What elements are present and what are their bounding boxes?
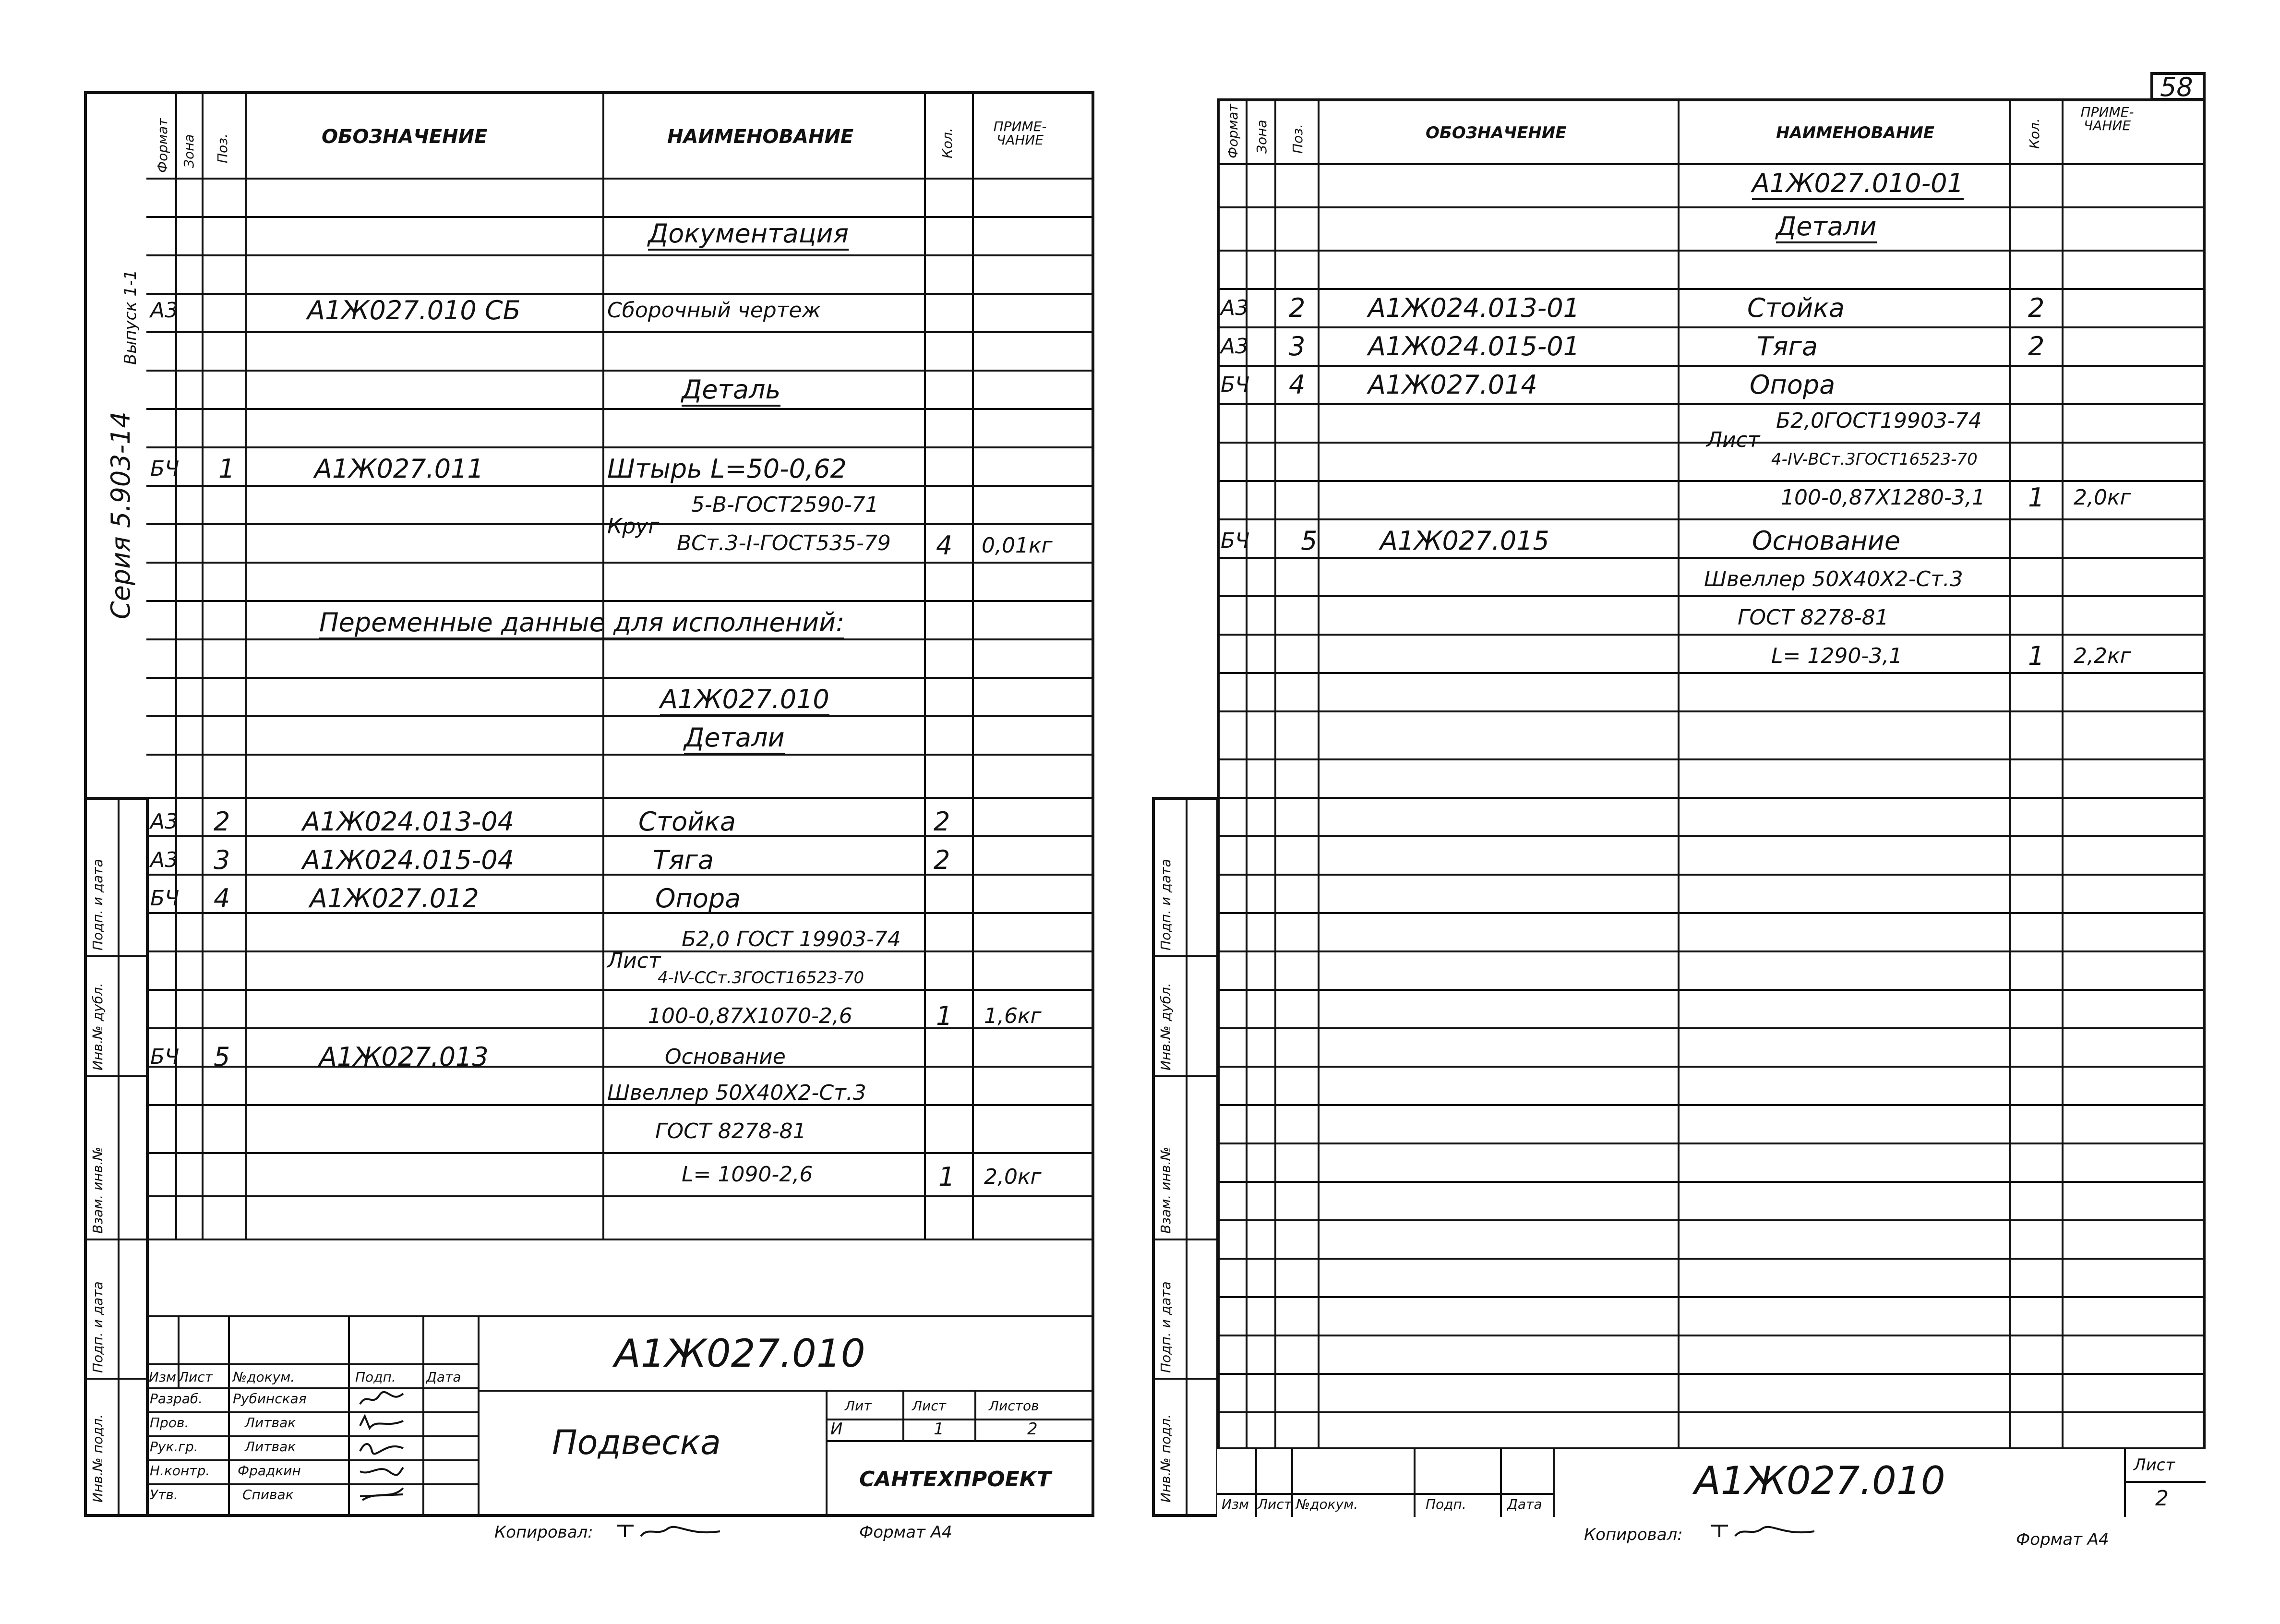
stamp-label: Взам. инв.№ [1158, 1146, 1174, 1234]
list-line1: Б2,0ГОСТ19903-74 [1776, 409, 1982, 433]
product-name: Подвеска [552, 1423, 721, 1462]
row-name: ГОСТ 8278-81 [655, 1119, 806, 1143]
row-name: Основание [665, 1045, 786, 1069]
row-name: Опора [655, 883, 741, 914]
col-data: Дата [426, 1369, 461, 1385]
row-qty: 4 [936, 530, 953, 561]
row-designation: А1Ж027.015 [1380, 526, 1549, 556]
header-qty: Кол. [939, 128, 955, 158]
header-name: НАИМЕНОВАНИЕ [1776, 123, 1935, 143]
header-designation: ОБОЗНАЧЕНИЕ [322, 126, 488, 148]
person: Литвак [245, 1439, 296, 1455]
section-details: Детали [1776, 214, 1877, 243]
row-pos: 3 [1289, 331, 1306, 361]
list-line2: 4-IV-ССт.3ГОСТ16523-70 [658, 968, 864, 987]
header-format: Формат [155, 118, 170, 173]
issue-label: Выпуск 1-1 [121, 269, 140, 365]
row-designation: А1Ж027.010 СБ [307, 295, 521, 325]
list-label: Лист [607, 949, 661, 973]
person: Рубинская [233, 1391, 307, 1407]
lit-header: Лит [845, 1398, 872, 1414]
header-zone: Зона [1254, 120, 1270, 154]
person: Фрадкин [238, 1463, 301, 1479]
row-fmt: БЧ [150, 1045, 180, 1069]
col-izm: Изм [1222, 1496, 1249, 1512]
row-name: Штырь L=50-0,62 [607, 454, 847, 484]
header-pos: Поз. [215, 133, 230, 163]
row-name: Швеллер 50Х40Х2-Ст.3 [607, 1081, 866, 1105]
row-fmt: А3 [1221, 334, 1249, 359]
section-variant: А1Ж027.010-01 [1752, 170, 1964, 200]
row-designation: А1Ж027.012 [310, 883, 479, 914]
row-name: Стойка [638, 806, 736, 837]
series-label: Серия 5.903-14 [106, 411, 136, 619]
role: Рук.гр. [150, 1439, 198, 1455]
lists-value: 2 [1027, 1419, 1038, 1439]
header-format: Формат [1225, 104, 1241, 158]
role: Н.контр. [150, 1463, 210, 1479]
col-izm: Изм [149, 1369, 176, 1385]
row-pos: 2 [1289, 293, 1306, 323]
row-pos: 4 [214, 883, 230, 914]
copied-label: Копировал: [494, 1523, 593, 1542]
role: Пров. [150, 1415, 189, 1431]
person: Литвак [245, 1415, 296, 1431]
right-frame [1217, 98, 2206, 1517]
col-ndoc: №докум. [1296, 1496, 1358, 1512]
doc-code: А1Ж027.010 [614, 1331, 865, 1376]
row-designation: А1Ж027.014 [1368, 370, 1537, 400]
row-pos: 5 [214, 1042, 230, 1072]
row-qty: 1 [936, 1001, 953, 1031]
signature-image [358, 1414, 406, 1431]
row-name: 100-0,87Х1070-2,6 [648, 1004, 852, 1028]
row-qty: 1 [2028, 641, 2045, 671]
row-pos: 2 [214, 806, 230, 837]
left-frame [84, 91, 1094, 1517]
row-name: L= 1290-3,1 [1771, 644, 1903, 668]
list-line1: Б2,0 ГОСТ 19903-74 [682, 927, 901, 951]
col-podp: Подп. [1426, 1496, 1466, 1512]
role: Разраб. [150, 1391, 203, 1407]
signature-image [358, 1390, 406, 1407]
person: Спивак [242, 1487, 294, 1503]
row-fmt: БЧ [1221, 373, 1250, 397]
format-label: Формат А4 [2016, 1530, 2109, 1549]
row-designation: А1Ж024.015-04 [302, 845, 514, 875]
row-qty: 2 [2028, 331, 2045, 361]
list-header: Лист [2134, 1456, 2175, 1475]
row-name: Стойка [1747, 293, 1845, 323]
lists-header: Листов [989, 1398, 1039, 1414]
row-pos: 1 [218, 454, 235, 484]
row-name: Тяга [653, 845, 714, 875]
organization: САНТЕХПРОЕКТ [859, 1467, 1051, 1492]
role: Утв. [150, 1487, 178, 1503]
signature-image [358, 1462, 406, 1479]
col-data: Дата [1507, 1496, 1542, 1512]
row-designation: А1Ж027.013 [319, 1042, 489, 1072]
row-name: Сборочный чертеж [607, 298, 821, 323]
list-value: 2 [2155, 1486, 2169, 1511]
row-pos: 4 [1289, 370, 1306, 400]
row-qty: 1 [938, 1162, 955, 1192]
stamp-label: Подп. и дата [1158, 859, 1174, 950]
stamp-label: Инв.№ дубл. [90, 983, 106, 1071]
krug-label: Круг [607, 514, 660, 539]
row-qty: 2 [2028, 293, 2045, 323]
list-line2: 4-IV-ВСт.3ГОСТ16523-70 [1771, 450, 1978, 469]
header-designation: ОБОЗНАЧЕНИЕ [1426, 123, 1567, 143]
row-qty: 2 [934, 806, 950, 837]
row-name: Основание [1752, 526, 1901, 556]
section-variant: А1Ж027.010 [660, 686, 829, 716]
row-name: ГОСТ 8278-81 [1738, 605, 1889, 630]
stamp-label: Подп. и дата [90, 1281, 106, 1373]
row-note: 2,2кг [2074, 644, 2131, 668]
stamp-label: Инв.№ дубл. [1158, 983, 1174, 1071]
row-fmt: А3 [150, 809, 179, 834]
doc-code: А1Ж027.010 [1694, 1458, 1945, 1503]
row-fmt: БЧ [150, 886, 180, 911]
krug-line2: ВСт.3-I-ГОСТ535-79 [677, 531, 891, 555]
row-designation: А1Ж024.013-04 [302, 806, 514, 837]
row-fmt: БЧ [1221, 529, 1250, 553]
signature-image [358, 1438, 406, 1455]
col-ndoc: №докум. [233, 1369, 295, 1385]
header-note: ПРИМЕ- ЧАНИЕ [2080, 104, 2134, 133]
lit-value: И [830, 1419, 843, 1439]
header-pos: Поз. [1290, 124, 1306, 154]
row-fmt: А3 [150, 848, 179, 872]
row-designation: А1Ж024.013-01 [1368, 293, 1580, 323]
col-list: Лист [179, 1369, 213, 1385]
row-qty: 2 [934, 845, 950, 875]
section-variable: Переменные данные для исполнений: [319, 610, 844, 639]
row-name: 100-0,87Х1280-3,1 [1781, 485, 1985, 510]
section-documentation: Документация [648, 221, 849, 251]
row-note: 1,6кг [984, 1004, 1042, 1028]
stamp-label: Инв.№ подл. [90, 1414, 106, 1503]
stamp-label: Взам. инв.№ [90, 1146, 106, 1234]
list-header: Лист [912, 1398, 946, 1414]
row-pos: 3 [214, 845, 230, 875]
row-note: 2,0кг [2074, 485, 2131, 510]
page-number: 58 [2160, 72, 2193, 102]
row-name: Швеллер 50Х40Х2-Ст.3 [1704, 567, 1963, 591]
list-value: 1 [934, 1419, 944, 1439]
col-list: Лист [1258, 1496, 1292, 1512]
stamp-label: Подп. и дата [90, 859, 106, 950]
krug-line1: 5-В-ГОСТ2590-71 [691, 493, 879, 517]
header-note: ПРИМЕ- ЧАНИЕ [993, 119, 1047, 148]
row-pos: 5 [1301, 526, 1318, 556]
stamp-label: Подп. и дата [1158, 1281, 1174, 1373]
row-name: Тяга [1757, 331, 1818, 361]
signature-image [614, 1522, 725, 1539]
row-qty: 1 [2028, 482, 2045, 513]
row-designation: А1Ж027.011 [314, 454, 484, 484]
stamp-label: Инв.№ подл. [1158, 1414, 1174, 1503]
col-podp: Подп. [355, 1369, 396, 1385]
row-note: 2,0кг [984, 1165, 1042, 1189]
signature-image [358, 1486, 406, 1503]
copied-label: Копировал: [1584, 1525, 1683, 1544]
list-label: Лист [1706, 428, 1760, 452]
row-note: 0,01кг [982, 533, 1053, 558]
header-qty: Кол. [2027, 118, 2042, 149]
section-details: Детали [684, 725, 785, 755]
header-zone: Зона [181, 134, 197, 168]
signature-image [1709, 1522, 1819, 1539]
section-detail: Деталь [682, 377, 780, 407]
row-designation: А1Ж024.015-01 [1368, 331, 1580, 361]
format-label: Формат А4 [859, 1523, 952, 1542]
row-name: L= 1090-2,6 [682, 1162, 813, 1187]
row-fmt: БЧ [150, 457, 180, 481]
row-fmt: А3 [1221, 296, 1249, 320]
row-name: Опора [1750, 370, 1836, 400]
row-fmt: А3 [150, 298, 179, 323]
header-name: НАИМЕНОВАНИЕ [667, 126, 854, 148]
